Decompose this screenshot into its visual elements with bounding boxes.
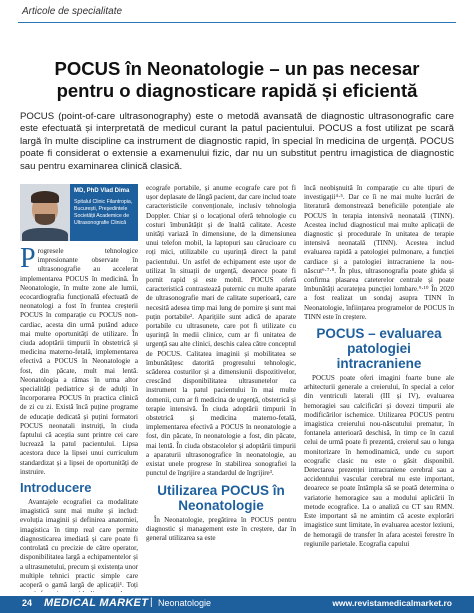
author-photo	[20, 184, 70, 241]
article-intro: POCUS (point-of-care ultrasonography) este o metodă avansată de diagnostic ultrasonografic care este efectuată și interpretată de medicul curant la patul pacientului. POCUS a fost utilizat pe scară largă în multe discipline ca instrument de diagnostic rapid, în special în medicina de urgență. POCUS poate fi considerat o extensie a examenului fizic, dar nu un substitut pentru imagistica de diagnostic sau pentru examinarea clinică clasică.	[20, 111, 454, 172]
article-title: POCUS în Neonatologie – un pas necesar pentru o diagnosticare rapidă și eficientă	[54, 58, 420, 101]
paragraph: Progresele tehnologice impresionante observate în ultrasonografie au accelerat implementarea POCUS în medicină. În Neonatologie, în multe zone ale lumii, ecocardiografia funcțională efectuată de neonatologi a fost în fruntea creșterii POCUS în comparație cu POCUS non-cardiac, acesta din urmă putând aduce mai multe oportunități de utilizare. În ciuda adoptării timpurii în obstetrică și medicina materno-fetală, implementarea efectivă a POCUS în Neonatologie a fost, din păcate, mult mai lentă. Neonatologia a rămas în urma altor specialități pediatrice și de adulți în încorporarea POCUS în practica clinică de zi cu zi. Există încă puține programe de educație dedicată și puțini formatori POCUS neonatali instruiți, în ciuda faptului că aceștia sunt printre cei care lucrează la patul pacientului. Lipsa acestora duce la lipsei unui curriculum standardizat și a lipsei de oportunități de instruire.	[20, 247, 138, 476]
section-label: Articole de specialitate	[22, 6, 123, 17]
paragraph: În Neonatologie, pregătirea în POCUS pentru diagnostic și management este în creștere, dar în general utilizarea sa este	[146, 515, 296, 542]
paragraph: Avantajele ecografiei ca modalitate imagistică sunt mai multe și includ: evoluția imaginii și definirea anatomiei, imagistica în timp real care permite diagnosticarea imediată și care poate fi controlată cu precizie de către operator, disponibilitatea largă a echipamentelor și a ultrasunetului, precum și existența unor multiple tehnici practic simple care acoperă o gamă largă de aplicații¹. Toți	[20, 498, 138, 589]
author-affiliation: Spitalul Clinic Filantropia, București, Președintele Societății Academice de Ultrasonografie Clinică	[74, 199, 133, 226]
page-number: 24	[22, 598, 33, 608]
footer-bar	[0, 596, 474, 613]
heading-utilizarea: Utilizarea POCUS în Neonatologie	[157, 482, 285, 513]
drop-cap: P	[20, 247, 36, 274]
heading-pocus-evaluarea: POCUS – evaluarea patologiei intracraniene	[316, 326, 442, 372]
author-name: MD, PhD Vlad Dima	[74, 188, 130, 194]
brand-separator: |	[150, 597, 153, 608]
brand-logo: MEDICAL MARKET	[44, 597, 149, 609]
column-3	[304, 184, 454, 549]
header-bar	[0, 0, 474, 24]
footer-section: Neonatologie	[158, 598, 212, 608]
paragraph: ecografe portabile, și anume ecografe care pot fi ușor deplasate de lângă pacient, dar care includ toate caracteristicile convenționale, inclusiv tehnologia Doppler. Chiar și o locațional oferă tehnologie cu costuri îmbunătățit și de înaltă calitate. Aceste unități variază în dimensiune, de la dimensiunea unui telefon mobil, la laptopuri sau cărucioare cu roți mici, utilizabile cu ușurință direct la patul pacientului. Un astfel de echipament este ușor de utilizat în situații de urgență, deoarece poate fi pornit rapid și este mobil. POCUS oferă caracteristică contrastează puternic cu multe aparate de ultrasonografie mari de calitate superioară, care necesită adesea timp mai lung de pornire și sunt mai puțin portabile². Aparițiile sunt adică de aparate portabile cu ultrasunete, care pot fi utilizate cu ușurință în medii clinice, cum ar fi unitatea de urgență sau alte clinici, deschis calea către conceptul de POCUS. Calitatea imaginii și mobilitatea se îmbunătățesc datorită progresului tehnologic, scăderea costurilor și a dimensiunii dispozitivelor, crescând disponibilitatea ultrasunetelor ca instrument la patul pacientului în mai multe domenii, cum ar fi medicina de urgență, obstetrică și terapie intensivă. În ciuda adoptării timpurii în obstetrică și medicina materno-fetală, implementarea efectivă a POCUS în neonatologie a fost, din păcate, în neonatologie a fost, din păcate, mai lentă. În ciuda obstacolelor și adoptării timpurii a aparaturii ultrasonografice în neonatologie, au existat unele progrese în stabilirea sonografiei la punctul de îngrijire a standardul de îngrijire³.	[146, 184, 296, 478]
header-divider	[18, 22, 456, 23]
paragraph: POCUS poate oferi imagini foarte bune ale arhitecturii generale a creierului, în special a celor din ventriculi laterali (III și IV), evaluarea hemoragiei sau calcificări și dovezi timpurii ale modificărilor ischemice. Utilizarea POCUS pentru imagistica creierului nou-născutului prematur, în fontanela anterioară deschisă, în timp ce în cazul celui de urmă poate fi prezentă, creierul sau o lunga monitorizare în hemodinamică, unde cu suport ecografic clasic nu este o găsit disponibil. Detectarea prezenței intracraniene cerebral sau a accidentului vascular cerebral nu este important, deoarece se poate întâmpla să se poată determina o variatorie hemoragice sau a modului aplicării în metode ecografice. La o analiză cu CT sau RMN. Este important să ne amintim că aceste explorări imagistice sunt limitate, în evaluarea acestor leziuni, de hemoragii de transfer în afara acestei ferestre în regiunile parietale. Ecografia capului	[304, 374, 454, 548]
author-box	[20, 184, 138, 241]
column-1	[20, 247, 138, 592]
footer-url[interactable]: www.revistamedicalmarket.ro	[332, 598, 452, 608]
column-2	[146, 184, 296, 543]
paragraph: încă neobișnuită în comparație cu alte tipuri de investigații⁴·⁵. Dar ce îi ne mai multe lucrări de literatură demonstrează beneficiile potențiale ale POCUS în terapia intensivă neonatală (TINN). Acestea includ diagnosticul mai multe aplicații de diagnostic și procedurale în unitatea de terapie intensivă neonatală (TINN). Acestea includ evaluarea rapidă a patologiei pulmonare, a funcției cardiace și a patologiei intracraniene la nou-născut⁶·⁷·⁸. În plus, ultrasonografia poate ghida și confirma plasarea cateterelor centrale și poate îmbunătăți acuratețea puncției lombare.⁹·¹⁰ În 2020 a fost realizat un sondaj asupra TINN în Neonatologie, înființarea programelor de POCUS în TINN este în creștere.	[304, 184, 454, 321]
heading-introducere: Introducere	[20, 480, 92, 496]
